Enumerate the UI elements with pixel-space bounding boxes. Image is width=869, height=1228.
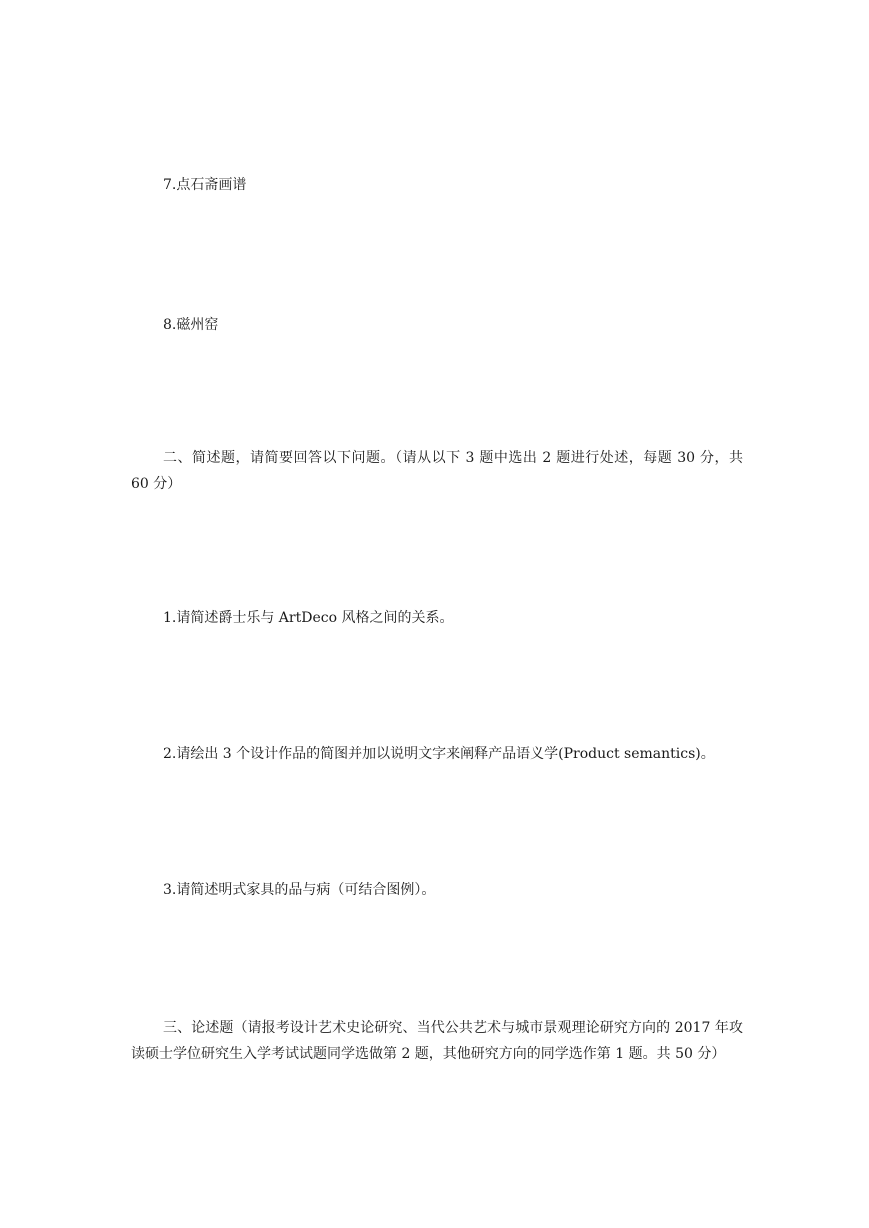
section-2-heading: 二、简述题，请简要回答以下问题。（请从以下 3 题中选出 2 题进行处述，每题 30 分，共 60 分）: [131, 450, 743, 492]
section-2-question-1: 1.请简述爵士乐与 ArtDeco 风格之间的关系。: [163, 610, 454, 626]
section-2-question-3: 3.请简述明式家具的品与病（可结合图例）。: [163, 882, 436, 898]
section-3-heading: 三、论述题（请报考设计艺术史论研究、当代公共艺术与城市景观理论研究方向的 2017 年攻读硕士学位研究生入学考试试题同学选做第 2 题，其他研究方向的同学选作第 1 题。共 50 分）: [131, 1020, 743, 1062]
question-7: 7.点石斋画谱: [163, 177, 247, 193]
section-2-question-2: 2.请绘出 3 个设计作品的简图并加以说明文字来阐释产品语义学(Product semantics)。: [163, 746, 715, 762]
question-8: 8.磁州窑: [163, 317, 219, 333]
